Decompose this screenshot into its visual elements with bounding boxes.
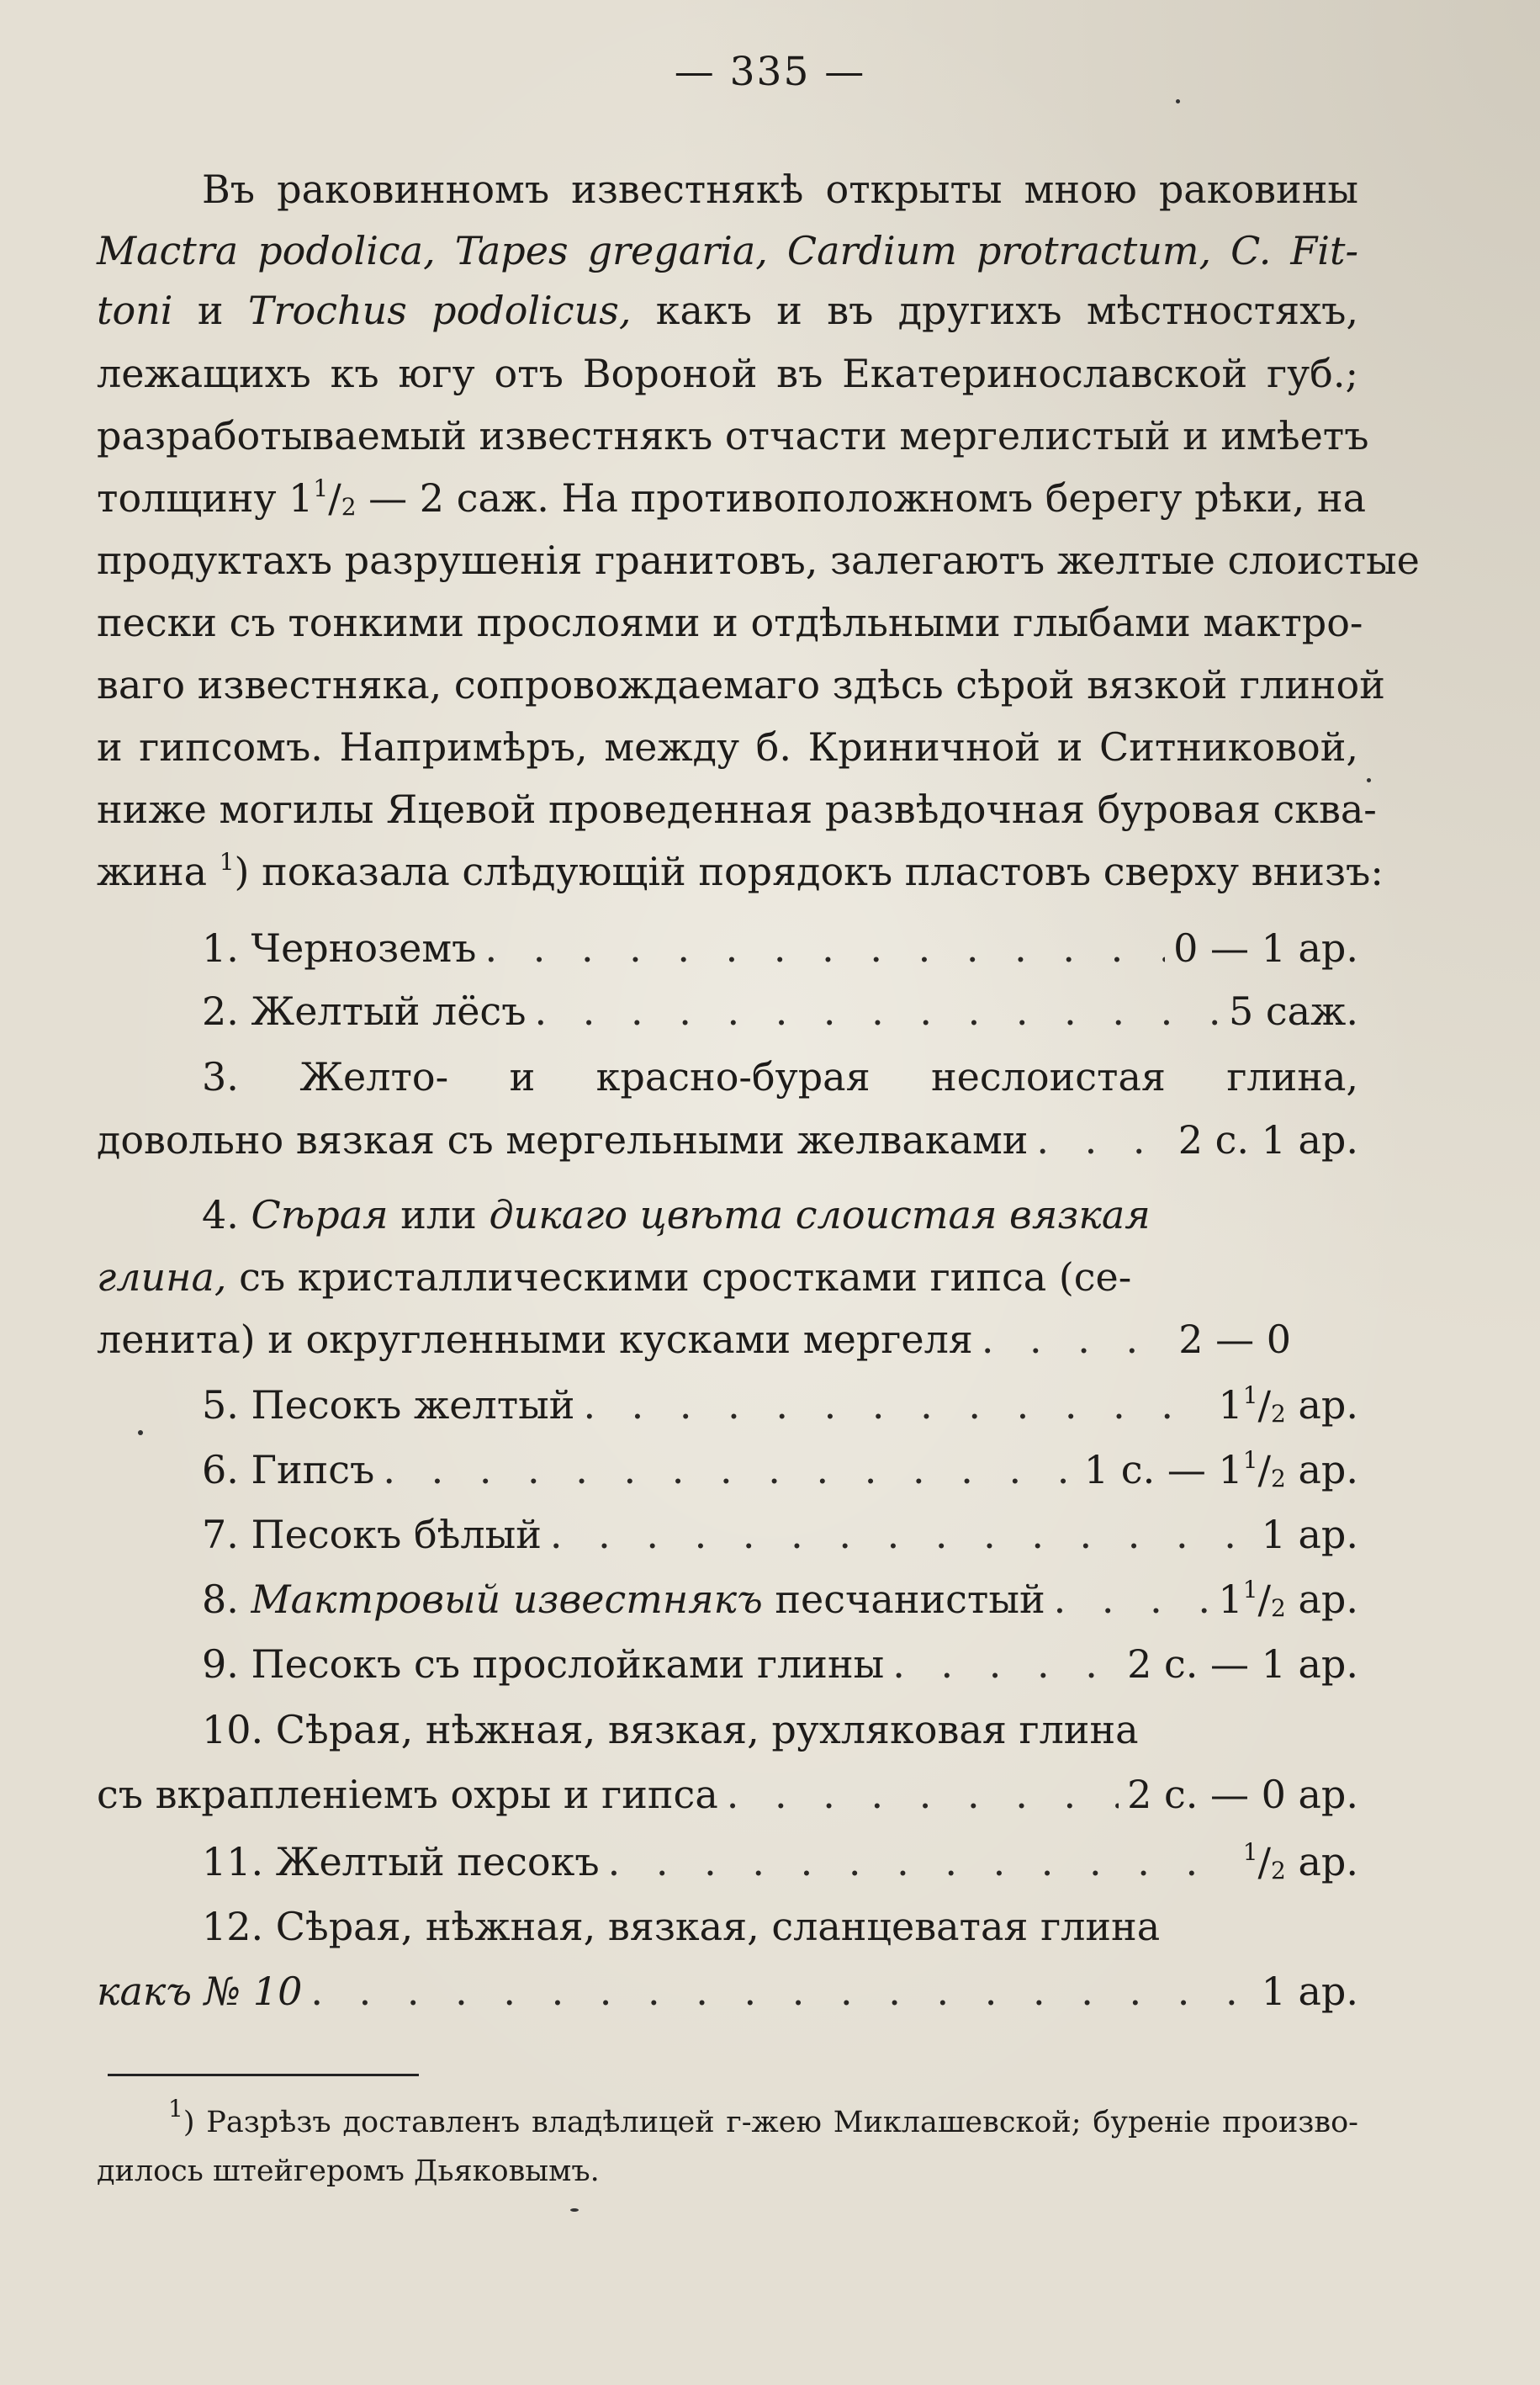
- stratum-4: 4. Сѣрая или дикаго цвѣта слоистая вязкая: [202, 1192, 1151, 1238]
- stratum-4-cont: глина, съ кристаллическими сростками гипса (се-: [97, 1254, 1132, 1300]
- text-line-3: toni и Trochus podolicus, какъ и въ другихъ мѣстностяхъ,: [97, 288, 1358, 333]
- text-line-6: толщину $1^1/_2$ — 2 саж. На противоположномъ берегу рѣки, на: [97, 474, 1367, 521]
- leader-dots: [892, 1639, 1119, 1689]
- stratum-5: 5. Песокъ желтый . . . $1^1/_2$ ар.: [202, 1380, 1358, 1430]
- print-speck: [1367, 778, 1371, 782]
- text-line-12: жина $^1$) показала слѣдующій порядокъ пластовъ сверху внизъ:: [97, 848, 1384, 894]
- print-speck: [570, 2208, 579, 2212]
- leader-dots: [1036, 1115, 1169, 1165]
- stratum-12: 12. Сѣрая, нѣжная, вязкая, сланцеватая глина: [202, 1904, 1161, 1949]
- stratum-3: 3. Желто- и красно-бурая неслоистая глина,: [202, 1054, 1359, 1100]
- text-line-9: ваго известняка, сопровождаемаго здѣсь сѣрой вязкой глиной: [97, 662, 1385, 708]
- leader-dots: [550, 1509, 1253, 1560]
- species-fittoni: toni: [97, 288, 173, 333]
- stratum-6: 6. Гипсъ . . . 1 с. — $1^1/_2$ ар.: [202, 1444, 1358, 1495]
- species-trochus: Trochus podolicus,: [247, 288, 632, 333]
- stratum-11: 11. Желтый песокъ . . . $^1/_2$ ар.: [202, 1836, 1358, 1887]
- leader-dots: [583, 1380, 1209, 1430]
- leader-dots: [534, 986, 1220, 1036]
- text-line-4: лежащихъ къ югу отъ Вороной въ Екатеринославской губ.;: [97, 351, 1358, 396]
- footnote-line-1: $^1$) Разрѣзъ доставленъ владѣлицей г-жею Миклашевской; буреніе произво-: [168, 2095, 1358, 2139]
- leader-dots: [608, 1836, 1235, 1887]
- leader-dots: [1054, 1574, 1210, 1624]
- stratum-7: 7. Песокъ бѣлый . . . 1 ар.: [202, 1509, 1358, 1560]
- stratum-3-cont: довольно вязкая съ мергельными желваками . . . 2 с. 1 ар.: [97, 1115, 1358, 1165]
- stratum-1: 1. Черноземъ . . . 0 — 1 ар.: [202, 923, 1358, 973]
- text-line-8: пески съ тонкими прослоями и отдѣльными глыбами мактро-: [97, 600, 1363, 645]
- stratum-9: 9. Песокъ съ прослойками глины . . . 2 с. — 1 ар.: [202, 1639, 1358, 1689]
- print-speck: [138, 1430, 143, 1435]
- leader-dots: [310, 1966, 1252, 2017]
- leader-dots: [982, 1314, 1170, 1365]
- footnote-rule: [108, 2074, 419, 2076]
- stratum-8: 8. Мактровый известнякъ песчанистый . . . $1^1/_2$ ар.: [202, 1574, 1358, 1624]
- leader-dots: [484, 923, 1165, 973]
- stratum-10-cont: съ вкрапленіемъ охры и гипса . . . 2 с. — 0 ар.: [97, 1769, 1358, 1820]
- stratum-4-cont2: ленита) и округленными кусками мергеля . . . 2 — 0: [97, 1314, 1291, 1365]
- text-line-7: продуктахъ разрушенія гранитовъ, залегаютъ желтые слоистые: [97, 538, 1420, 583]
- stratum-10: 10. Сѣрая, нѣжная, вязкая, рухляковая глина: [202, 1707, 1139, 1752]
- fraction: $^1/_2$: [313, 474, 357, 521]
- text-line-2: [97, 225, 1358, 276]
- text-line-11: ниже могилы Яцевой проведенная развѣдочная буровая сква-: [97, 787, 1377, 832]
- stratum-2: 2. Желтый лёсъ . . . 5 саж.: [202, 986, 1358, 1036]
- leader-dots: [727, 1769, 1119, 1820]
- footnote-ref: 1: [219, 848, 235, 876]
- footnote-line-2: дилось штейгеромъ Дьяковымъ.: [97, 2154, 600, 2188]
- page-number: — 335 —: [674, 49, 866, 95]
- leader-dots: [383, 1444, 1076, 1495]
- stratum-12-cont: какъ № 10 . . . 1 ар.: [97, 1966, 1358, 2017]
- text-line-1: Въ раковинномъ известнякѣ открыты мною раковины: [202, 167, 1358, 212]
- print-speck: [1176, 99, 1180, 103]
- text-line-5: разработываемый известнякъ отчасти мергелистый и имѣетъ: [97, 413, 1369, 458]
- text-line-10: и гипсомъ. Напримѣръ, между б. Криничной и Ситниковой,: [97, 724, 1358, 770]
- species-list: Mactra podolica, Tapes gregaria, Cardium protractum, C. Fit-: [97, 228, 1358, 273]
